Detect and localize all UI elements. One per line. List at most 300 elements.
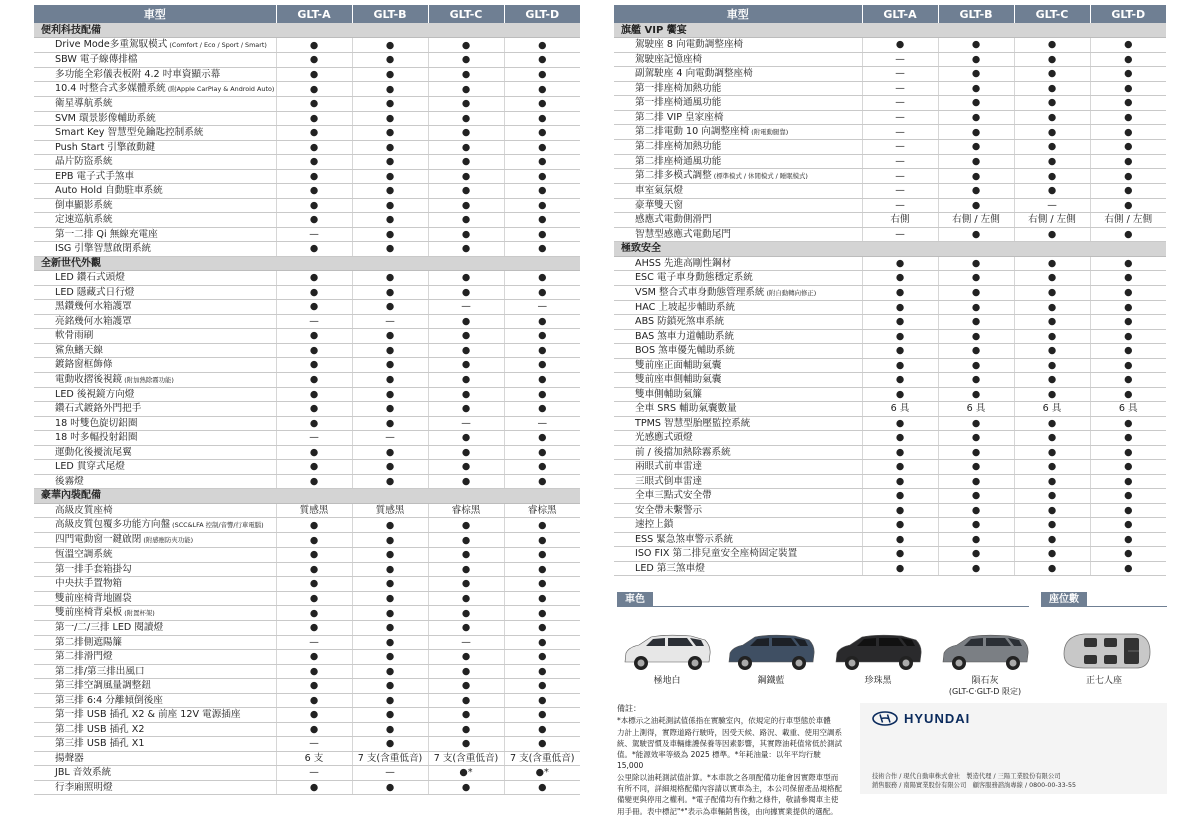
value-cell: ● (862, 416, 938, 431)
feature-name: 雙前座車側輔助氣囊 (635, 374, 722, 386)
feature-name-cell (614, 358, 862, 373)
seats-section-header (1041, 592, 1167, 607)
value-cell: ● (862, 300, 938, 315)
feature-name-cell (34, 329, 276, 344)
feature-name: LED 第三煞車燈 (635, 562, 705, 574)
feature-name: 智慧型感應式電動尾門 (635, 228, 731, 240)
value-cell: ● (1090, 227, 1166, 242)
value-cell: ● (504, 533, 580, 548)
feature-name: 前 / 後擋加熱除霧系統 (635, 446, 731, 458)
feature-name: 軟骨雨刷 (55, 330, 94, 342)
feature-name: BOS 煞車優先輔助系統 (635, 345, 735, 357)
value-cell: ● (504, 445, 580, 460)
feature-name-cell (614, 38, 862, 53)
feature-name-cell (614, 460, 862, 475)
value-cell: ● (504, 431, 580, 446)
value-cell: ● (504, 314, 580, 329)
value-cell: — (504, 300, 580, 315)
value-cell: ● (1090, 96, 1166, 111)
feature-name-cell (34, 155, 276, 170)
table-row (34, 285, 580, 300)
value-cell: ● (428, 126, 504, 141)
colors-section-title: 車色 (617, 592, 653, 607)
value-cell: ● (276, 402, 352, 417)
value-cell: ● (276, 242, 352, 257)
feature-name: 第三排 6:4 分離傾倒後座 (55, 694, 163, 706)
value-cell: ● (276, 198, 352, 213)
table-row (34, 184, 580, 199)
table-row (34, 751, 580, 766)
value-cell: ● (504, 577, 580, 592)
table-row (34, 53, 580, 68)
feature-name-cell (614, 329, 862, 344)
value-cell: ● (862, 285, 938, 300)
feature-name-cell (34, 737, 276, 752)
table-row (614, 227, 1166, 242)
value-cell: ● (504, 184, 580, 199)
value-cell: ● (1014, 561, 1090, 576)
table-row (34, 533, 580, 548)
value-cell: ● (352, 474, 428, 489)
value-cell: ● (276, 300, 352, 315)
feature-name: 駕駛座 8 向電動調整座椅 (635, 39, 744, 51)
value-cell: ● (428, 198, 504, 213)
category-row (34, 256, 580, 271)
value-cell: ● (504, 53, 580, 68)
value-cell: ●* (504, 766, 580, 781)
spec-table-left (34, 5, 580, 795)
table-header-row (34, 5, 580, 23)
value-cell: 7 支(含重低音) (352, 751, 428, 766)
value-cell: ● (276, 650, 352, 665)
feature-name: 全車三點式安全帶 (635, 490, 712, 502)
value-cell: ● (352, 155, 428, 170)
value-cell: ● (276, 155, 352, 170)
value-cell: — (862, 125, 938, 140)
value-cell: ● (504, 285, 580, 300)
value-cell: ● (938, 169, 1014, 184)
value-cell: ● (1014, 344, 1090, 359)
seat-layout-label: 正七人座 (1085, 676, 1122, 686)
value-cell: ● (352, 693, 428, 708)
table-header-row (614, 5, 1166, 23)
feature-name-cell (34, 751, 276, 766)
feature-note: (附自動轉向修正) (764, 288, 817, 297)
notes-title: 備註： (617, 704, 641, 713)
value-cell: ● (352, 126, 428, 141)
car-color-option (929, 632, 1041, 697)
feature-name-cell (34, 343, 276, 358)
value-cell: ● (938, 489, 1014, 504)
table-row (34, 722, 580, 737)
value-cell: — (862, 227, 938, 242)
value-cell: ● (352, 635, 428, 650)
table-row (34, 766, 580, 781)
value-cell: ● (352, 606, 428, 621)
value-cell: ● (428, 679, 504, 694)
value-cell: ● (504, 693, 580, 708)
value-cell: ● (352, 577, 428, 592)
value-cell: ● (504, 548, 580, 563)
value-cell: ●* (428, 766, 504, 781)
value-cell: ● (352, 67, 428, 82)
value-cell: ● (1014, 227, 1090, 242)
value-cell: ● (276, 126, 352, 141)
feature-name: 亮銘幾何水箱護罩 (55, 315, 132, 327)
value-cell: ● (1014, 256, 1090, 271)
table-row (34, 213, 580, 228)
value-cell: ● (504, 242, 580, 257)
value-cell: ● (1014, 315, 1090, 330)
value-cell: ● (1014, 431, 1090, 446)
table-row (614, 344, 1166, 359)
value-cell: ● (504, 606, 580, 621)
value-cell: ● (1090, 315, 1166, 330)
table-row (34, 271, 580, 286)
table-row (34, 242, 580, 257)
feature-name-cell (34, 474, 276, 489)
value-cell: ● (352, 737, 428, 752)
feature-name-cell (614, 110, 862, 125)
value-cell: ● (428, 664, 504, 679)
feature-name: 高級皮質座椅 (55, 504, 113, 516)
feature-name-cell (614, 169, 862, 184)
table-row (614, 198, 1166, 213)
value-cell: ● (862, 329, 938, 344)
value-cell: ● (428, 518, 504, 533)
feature-name: 第三排 USB 插孔 X1 (55, 738, 145, 750)
category-title: 全新世代外觀 (34, 256, 580, 271)
value-cell: ● (276, 474, 352, 489)
value-cell: ● (276, 577, 352, 592)
value-cell: ● (504, 213, 580, 228)
value-cell: — (862, 96, 938, 111)
value-cell: ● (352, 184, 428, 199)
value-cell: ● (938, 373, 1014, 388)
value-cell: — (862, 110, 938, 125)
feature-name-cell (34, 591, 276, 606)
feature-name: ISG 引擎智慧啟閉系統 (55, 243, 152, 255)
value-cell: ● (938, 198, 1014, 213)
car-color-label: 鋼鐵藍 (757, 676, 785, 686)
feature-name-cell (34, 693, 276, 708)
feature-name: 鍍鉻窗框飾條 (55, 359, 113, 371)
value-cell: ● (504, 271, 580, 286)
notes-line: 統、駕駛習慣及車輛維護保養等因素影響，其實際油耗值常低於測試 (617, 738, 842, 748)
value-cell: ● (352, 343, 428, 358)
table-row (614, 387, 1166, 402)
car-color-label: 隕石灰 (971, 676, 999, 686)
value-cell: ● (504, 126, 580, 141)
value-cell: ● (276, 416, 352, 431)
feature-name-cell (34, 285, 276, 300)
feature-name: 第二排 VIP 皇家座椅 (635, 111, 724, 123)
value-cell: ● (428, 271, 504, 286)
value-cell: — (862, 198, 938, 213)
feature-name: 車室氣氛燈 (635, 185, 683, 197)
value-cell: ● (504, 562, 580, 577)
value-cell: ● (276, 708, 352, 723)
table-row (34, 621, 580, 636)
feature-name-cell (614, 518, 862, 533)
value-cell: ● (352, 664, 428, 679)
value-cell: ● (428, 708, 504, 723)
value-cell: ● (938, 503, 1014, 518)
table-row (34, 198, 580, 213)
value-cell: ● (1014, 300, 1090, 315)
seats-section-title: 座位數 (1041, 592, 1087, 607)
value-cell: ● (276, 184, 352, 199)
value-cell: ● (276, 67, 352, 82)
value-cell: ● (428, 97, 504, 112)
value-cell: ● (428, 606, 504, 621)
table-row (614, 431, 1166, 446)
value-cell: ● (276, 213, 352, 228)
table-row (614, 169, 1166, 184)
table-row (614, 154, 1166, 169)
feature-name-cell (34, 460, 276, 475)
value-cell: ● (352, 97, 428, 112)
value-cell: ● (504, 708, 580, 723)
car-color-option (621, 632, 713, 687)
value-cell: — (504, 416, 580, 431)
table-row (34, 562, 580, 577)
feature-name: 行李廂照明燈 (55, 781, 113, 793)
feature-name: 黑鑽幾何水箱護罩 (55, 301, 132, 313)
value-cell: ● (352, 198, 428, 213)
table-row (614, 416, 1166, 431)
value-cell: ● (1090, 358, 1166, 373)
feature-name: 中央扶手置物箱 (55, 578, 123, 590)
value-cell: ● (1014, 358, 1090, 373)
feature-name: 倒車顯影系統 (55, 199, 113, 211)
feature-name-cell (34, 198, 276, 213)
table-row (34, 460, 580, 475)
value-cell: ● (276, 606, 352, 621)
value-cell: ● (352, 358, 428, 373)
table-row (614, 373, 1166, 388)
value-cell: ● (1090, 300, 1166, 315)
table-row (614, 213, 1166, 228)
feature-name: 第一排座椅加熱功能 (635, 82, 722, 94)
value-cell: ● (1090, 198, 1166, 213)
table-row (34, 343, 580, 358)
value-cell: ● (938, 358, 1014, 373)
feature-name-cell (34, 664, 276, 679)
feature-name: ISO FIX 第二排兒童安全座椅固定裝置 (635, 548, 798, 560)
value-cell: ● (352, 372, 428, 387)
car-image (939, 632, 1031, 672)
value-cell: ● (938, 445, 1014, 460)
value-cell: ● (938, 67, 1014, 82)
value-cell: ● (428, 591, 504, 606)
value-cell: ● (276, 271, 352, 286)
feature-name: 18 吋多輻投射鋁圈 (55, 432, 138, 444)
value-cell: ● (1090, 271, 1166, 286)
feature-name: 安全帶未繫警示 (635, 504, 703, 516)
value-cell: ● (504, 474, 580, 489)
feature-name: 三眼式倒車雷達 (635, 475, 703, 487)
feature-name-cell (34, 242, 276, 257)
feature-name-cell (614, 184, 862, 199)
value-cell: 6 具 (1090, 402, 1166, 417)
category-row (34, 489, 580, 504)
value-cell: ● (352, 416, 428, 431)
feature-name-cell (34, 372, 276, 387)
table-row (614, 329, 1166, 344)
feature-name: 雙前座正面輔助氣囊 (635, 359, 722, 371)
value-cell: 質感黑 (352, 503, 428, 518)
value-cell: ● (1090, 387, 1166, 402)
value-cell: ● (938, 140, 1014, 155)
feature-name-cell (614, 154, 862, 169)
value-cell: ● (504, 155, 580, 170)
feature-name-cell (614, 315, 862, 330)
value-cell: ● (938, 387, 1014, 402)
feature-name: 第二排多模式調整 (635, 170, 712, 181)
category-row (614, 23, 1166, 38)
table-row (34, 140, 580, 155)
value-cell: ● (428, 285, 504, 300)
value-cell: — (276, 635, 352, 650)
feature-name-cell (34, 650, 276, 665)
value-cell: ● (276, 518, 352, 533)
value-cell: ● (428, 329, 504, 344)
feature-name-cell (34, 97, 276, 112)
colors-section-header (617, 592, 1029, 607)
value-cell: ● (1090, 416, 1166, 431)
value-cell: ● (1014, 154, 1090, 169)
feature-name: EPB 電子式手煞車 (55, 170, 135, 182)
feature-name-cell (34, 300, 276, 315)
feature-name-cell (34, 518, 276, 533)
value-cell: ● (938, 329, 1014, 344)
feature-name-cell (34, 67, 276, 82)
table-row (614, 110, 1166, 125)
feature-name-cell (34, 126, 276, 141)
value-cell: — (428, 300, 504, 315)
value-cell: ● (352, 548, 428, 563)
feature-name-cell (614, 285, 862, 300)
value-cell: ● (428, 372, 504, 387)
value-cell: ● (1090, 52, 1166, 67)
value-cell: ● (938, 184, 1014, 199)
column-header: GLT-A (862, 5, 938, 23)
value-cell: ● (276, 97, 352, 112)
value-cell: ● (276, 679, 352, 694)
value-cell: 6 具 (862, 402, 938, 417)
value-cell: ● (1014, 38, 1090, 53)
table-row (34, 387, 580, 402)
value-cell: ● (1014, 474, 1090, 489)
value-cell: ● (276, 343, 352, 358)
value-cell: ● (862, 445, 938, 460)
value-cell: ● (938, 561, 1014, 576)
table-row (34, 227, 580, 242)
value-cell: ● (428, 621, 504, 636)
value-cell: ● (862, 431, 938, 446)
value-cell: ● (276, 445, 352, 460)
feature-name-cell (614, 387, 862, 402)
table-row (34, 300, 580, 315)
value-cell: ● (1014, 489, 1090, 504)
feature-name: SVM 環景影像輔助系統 (55, 112, 156, 124)
value-cell: ● (1014, 52, 1090, 67)
table-row (614, 561, 1166, 576)
feature-name: 全車 SRS 輔助氣囊數量 (635, 403, 737, 415)
value-cell: — (276, 766, 352, 781)
value-cell: ● (938, 416, 1014, 431)
value-cell: ● (1014, 184, 1090, 199)
value-cell: ● (938, 256, 1014, 271)
column-header: GLT-C (428, 5, 504, 23)
value-cell: — (862, 154, 938, 169)
column-header: GLT-C (1014, 5, 1090, 23)
value-cell: ● (352, 169, 428, 184)
value-cell: ● (862, 315, 938, 330)
table-row (34, 708, 580, 723)
value-cell: ● (862, 532, 938, 547)
feature-name-cell (614, 489, 862, 504)
feature-name: 恆溫空調系統 (55, 549, 113, 561)
value-cell: ● (504, 372, 580, 387)
value-cell: ● (1090, 373, 1166, 388)
value-cell: ● (1090, 344, 1166, 359)
value-cell: ● (938, 344, 1014, 359)
value-cell: ● (862, 256, 938, 271)
table-row (34, 416, 580, 431)
table-row (34, 314, 580, 329)
feature-name-cell (614, 227, 862, 242)
table-row (614, 271, 1166, 286)
table-row (34, 111, 580, 126)
value-cell: ● (938, 110, 1014, 125)
feature-name-cell (614, 344, 862, 359)
feature-name-cell (34, 635, 276, 650)
value-cell: ● (1014, 285, 1090, 300)
notes-line: 力計上測得，實際道路行駛時，因受天候、路況、載重、使用空調系 (617, 727, 842, 737)
feature-note: (標準模式 / 休閒模式 / 睡眠模式) (711, 172, 808, 180)
value-cell: ● (428, 111, 504, 126)
feature-name: 兩眼式前車雷達 (635, 461, 703, 473)
feature-name: 第三排空調風量調整鈕 (55, 680, 151, 692)
value-cell: ● (504, 679, 580, 694)
brand-name: HYUNDAI (904, 711, 971, 726)
table-row (34, 591, 580, 606)
value-cell: — (862, 81, 938, 96)
value-cell: ● (862, 489, 938, 504)
feature-name-cell (34, 679, 276, 694)
seat-layout-image (1058, 628, 1154, 672)
value-cell: ● (1090, 169, 1166, 184)
table-row (614, 518, 1166, 533)
value-cell: ● (352, 679, 428, 694)
feature-name-cell (34, 53, 276, 68)
value-cell: — (352, 314, 428, 329)
value-cell: — (862, 52, 938, 67)
feature-name: LED 後視鏡方向燈 (55, 388, 135, 400)
feature-name: 第一排 USB 插孔 X2 & 前座 12V 電源插座 (55, 709, 241, 721)
brand-info-line: 銷售服務 / 南陽實業股份有限公司 顧客服務諮詢專線 / 0800-00-33-55 (872, 782, 1076, 789)
seat-layout (1058, 628, 1150, 687)
table-row (34, 67, 580, 82)
value-cell: ● (1090, 154, 1166, 169)
feature-name: 豪華雙天窗 (635, 199, 683, 211)
table-row (614, 532, 1166, 547)
feature-name: 雙前座椅背桌板 (55, 607, 123, 618)
value-cell: ● (938, 285, 1014, 300)
feature-name-cell (614, 416, 862, 431)
